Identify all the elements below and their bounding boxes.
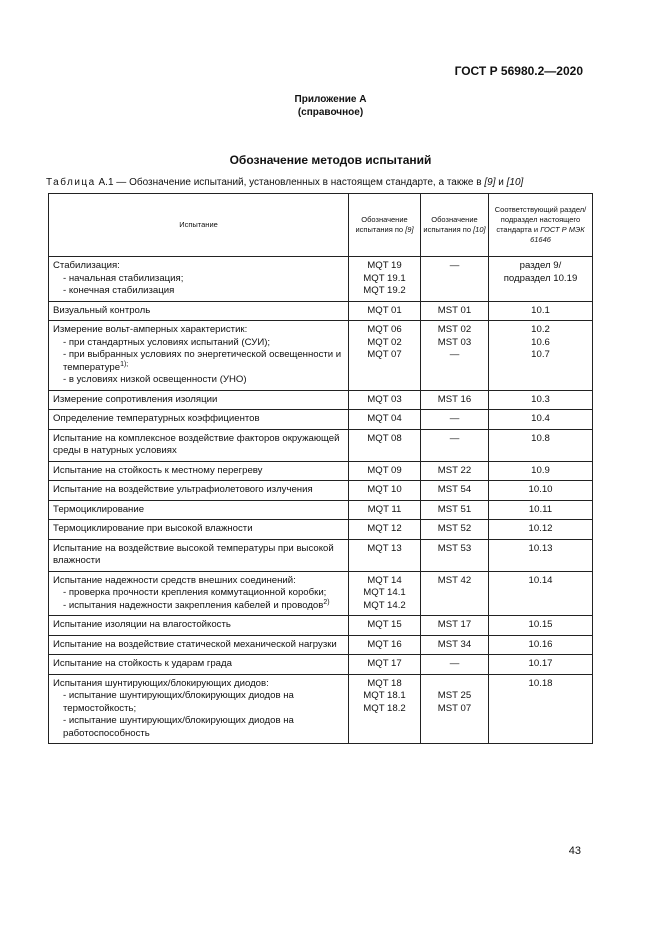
section-cell [489, 543, 593, 568]
table-row [49, 324, 593, 387]
row-spacer [49, 740, 593, 744]
mst-value: MST 42 [437, 574, 472, 586]
mqt-value: MQT 14.2 [363, 599, 406, 611]
section-cell [489, 394, 593, 407]
mst-value: MST 17 [437, 619, 472, 630]
section-value: 10.6 [531, 336, 550, 348]
mst-cell [421, 658, 489, 671]
section-title: Обозначение методов испытаний [229, 153, 432, 167]
page-number: 43 [568, 845, 581, 857]
mst-cell [421, 678, 489, 741]
mqt-value: MQT 18.1 [363, 690, 406, 701]
test-name-cell [49, 305, 349, 318]
test-title: Стабилизация: [53, 260, 120, 271]
test-name-cell [49, 324, 349, 387]
section-value: 10.1 [531, 304, 550, 316]
test-subitem: - испытания надежности закрепления кабелей и проводов$^{2)}$ [63, 598, 330, 611]
mst-value: — [449, 432, 460, 444]
test-designation-table [48, 193, 592, 744]
table-row [49, 413, 593, 426]
section-value: 10.8 [531, 432, 550, 444]
test-subitem: - начальная стабилизация; [63, 272, 184, 284]
test-title: Испытание изоляции на влагостойкость [53, 619, 231, 630]
test-name-cell [49, 504, 349, 517]
test-subitem: - при стандартных условиях испытаний (СУИ); [63, 336, 271, 348]
section-value: 10.3 [531, 393, 550, 405]
mst-value: MST 22 [437, 464, 472, 476]
mqt-value: MQT 19.2 [363, 285, 406, 296]
test-subitem: - при выбранных условиях по энергетической освещенности и температуре$^{1);}$ [63, 349, 342, 373]
test-title: Испытание на воздействие ультрафиолетового излучения [53, 484, 313, 495]
mqt-cell [349, 543, 421, 568]
header-section: Соответствующий раздел/подраздел настоящего стандарта и ГОСТ Р МЭК 61646 [489, 194, 593, 257]
section-value: 10.2 [531, 324, 550, 335]
section-value: 10.11 [528, 503, 553, 515]
mqt-cell [349, 678, 421, 741]
section-cell [489, 433, 593, 458]
mqt-value: MQT 01 [367, 304, 402, 316]
annex-title: Приложение А [294, 94, 367, 105]
test-title: Визуальный контроль [53, 304, 151, 316]
mqt-value: MQT 08 [367, 432, 402, 444]
section-value: раздел 9/ [519, 260, 562, 271]
section-value: 10.16 [528, 638, 553, 650]
mqt-cell [349, 324, 421, 387]
test-title: Термоциклирование [53, 503, 145, 515]
header-mqt: Обозначение испытания по [9] [349, 194, 421, 257]
mqt-cell [349, 305, 421, 318]
mqt-cell [349, 433, 421, 458]
test-subitem: - испытание шунтирующих/блокирующих диодов на термостойкость; [63, 690, 294, 714]
test-name-cell [49, 523, 349, 536]
table-row [49, 484, 593, 497]
section-cell [489, 465, 593, 478]
mqt-value: MQT 12 [367, 523, 402, 534]
test-name-cell [49, 394, 349, 407]
caption-number: А.1 [98, 177, 114, 188]
table-row [49, 465, 593, 478]
mqt-value: MQT 18 [367, 677, 402, 689]
table-row [49, 639, 593, 652]
test-title: Испытания шунтирующих/блокирующих диодов: [53, 677, 269, 689]
mqt-cell [349, 639, 421, 652]
test-name-cell [49, 465, 349, 478]
test-name-cell [49, 260, 349, 298]
footnote-mark: 1); [120, 360, 129, 368]
mst-value: MST 02 [437, 324, 472, 335]
section-cell [489, 619, 593, 632]
mqt-cell [349, 394, 421, 407]
mst-value: MST 51 [437, 503, 472, 515]
mqt-cell [349, 658, 421, 671]
mst-value: MST 03 [437, 336, 472, 348]
section-cell [489, 484, 593, 497]
footnote-mark: 2) [323, 598, 330, 606]
mqt-value: MQT 18.2 [363, 702, 406, 714]
mqt-cell [349, 260, 421, 298]
mst-cell [421, 413, 489, 426]
section-cell [489, 575, 593, 613]
section-cell [489, 658, 593, 671]
mqt-value: MQT 14.1 [363, 587, 406, 598]
section-value: 10.9 [531, 464, 550, 476]
section-value: 10.15 [528, 619, 553, 630]
mst-cell [421, 433, 489, 458]
section-cell [489, 324, 593, 387]
section-value: 10.10 [528, 484, 553, 495]
mqt-value: MQT 04 [367, 413, 402, 424]
test-name-cell [49, 619, 349, 632]
mst-cell [421, 465, 489, 478]
mst-cell [421, 575, 489, 613]
test-subitem: - проверка прочности крепления коммутационной коробки; [63, 587, 327, 598]
test-subitem: - испытание шунтирующих/блокирующих диодов на работоспособность [63, 715, 294, 739]
test-title: Испытание на стойкость к местному перегреву [53, 464, 263, 476]
mst-cell [421, 619, 489, 632]
table-row [49, 433, 593, 458]
section-cell [489, 305, 593, 318]
table-row [49, 678, 593, 741]
test-subitem: - конечная стабилизация [63, 285, 175, 296]
table-row [49, 305, 593, 318]
mst-value: MST 54 [437, 484, 472, 495]
header-test: Испытание [49, 194, 349, 257]
mqt-cell [349, 465, 421, 478]
test-name-cell [49, 639, 349, 652]
table-row [49, 394, 593, 407]
mst-value: MST 52 [437, 523, 472, 534]
mst-value: MST 53 [437, 542, 472, 554]
test-title: Испытание на комплексное воздействие факторов окружающей среды в натурных условиях [53, 432, 340, 456]
caption-label: Таблица [46, 177, 96, 188]
table-body [49, 257, 593, 744]
mqt-value: MQT 16 [367, 638, 402, 650]
mst-cell [421, 260, 489, 298]
mst-cell [421, 305, 489, 318]
mqt-value: MQT 03 [367, 393, 402, 405]
table-row [49, 619, 593, 632]
mqt-value: MQT 15 [367, 619, 402, 630]
mqt-value: MQT 13 [367, 542, 402, 554]
mst-value: MST 25 [437, 690, 472, 701]
caption-ref-9: [9] [484, 177, 496, 188]
table-row [49, 523, 593, 536]
mst-value: MST 34 [437, 638, 472, 650]
test-name-cell [49, 433, 349, 458]
annex-kind: (справочное) [297, 107, 364, 118]
mst-cell [421, 394, 489, 407]
mqt-value: MQT 10 [367, 484, 402, 495]
caption-and: и [498, 177, 504, 188]
mst-cell [421, 523, 489, 536]
mst-value: — [449, 349, 460, 360]
test-title: Измерение вольт-амперных характеристик: [53, 324, 248, 335]
mst-value: — [449, 260, 460, 271]
mst-cell [421, 504, 489, 517]
test-name-cell [49, 484, 349, 497]
test-name-cell [49, 413, 349, 426]
mst-value: — [449, 658, 460, 669]
mqt-value: MQT 19 [367, 260, 402, 271]
section-value: 10.17 [528, 658, 553, 669]
mst-cell [421, 484, 489, 497]
annex-heading [0, 93, 661, 119]
section-cell [489, 260, 593, 298]
section-cell [489, 523, 593, 536]
test-title: Испытание на воздействие статической механической нагрузки [53, 638, 337, 650]
mst-value: MST 07 [437, 702, 472, 714]
mqt-cell [349, 575, 421, 613]
table-header-row [49, 194, 593, 257]
table-row [49, 504, 593, 517]
section-value: 10.13 [528, 542, 553, 554]
mqt-cell [349, 484, 421, 497]
standard-header: ГОСТ Р 56980.2—2020 [454, 64, 583, 78]
test-title: Испытание на стойкость к ударам града [53, 658, 232, 669]
mst-value [425, 678, 484, 691]
test-name-cell [49, 658, 349, 671]
header-mst: Обозначение испытания по [10] [421, 194, 489, 257]
table-row [49, 543, 593, 568]
test-title: Определение температурных коэффициентов [53, 413, 260, 424]
section-value: 10.12 [528, 523, 553, 534]
test-subitem: - в условиях низкой освещенности (УНО) [63, 374, 247, 385]
mst-cell [421, 324, 489, 387]
section-cell [489, 639, 593, 652]
test-name-cell [49, 575, 349, 613]
mqt-value: MQT 09 [367, 464, 402, 476]
caption-ref-10: [10] [506, 177, 524, 188]
test-name-cell [49, 543, 349, 568]
mqt-cell [349, 504, 421, 517]
section-cell [489, 413, 593, 426]
mst-value: MST 16 [437, 393, 472, 405]
mqt-value: MQT 17 [367, 658, 402, 669]
mqt-value: MQT 19.1 [363, 272, 406, 284]
mqt-value: MQT 06 [367, 324, 402, 335]
mqt-cell [349, 413, 421, 426]
mqt-value: MQT 07 [367, 349, 402, 360]
mst-value: MST 01 [437, 304, 472, 316]
mqt-value: MQT 14 [367, 574, 402, 586]
table-caption [46, 177, 523, 188]
mst-cell [421, 639, 489, 652]
test-title: Испытание надежности средств внешних соединений: [53, 574, 296, 586]
section-value: 10.14 [528, 574, 553, 586]
section-value: 10.7 [531, 349, 550, 360]
section-value: 10.18 [528, 677, 553, 689]
test-title: Измерение сопротивления изоляции [53, 393, 218, 405]
table-row [49, 575, 593, 613]
section-value: подраздел 10.19 [503, 272, 578, 284]
table-row [49, 658, 593, 671]
mqt-cell [349, 619, 421, 632]
mst-value: — [449, 413, 460, 424]
mst-cell [421, 543, 489, 568]
test-title: Термоциклирование при высокой влажности [53, 523, 253, 534]
section-cell [489, 504, 593, 517]
mqt-value: MQT 02 [367, 336, 402, 348]
table-row [49, 260, 593, 298]
mqt-cell [349, 523, 421, 536]
section-cell [489, 678, 593, 741]
section-value: 10.4 [531, 413, 550, 424]
test-title: Испытание на воздействие высокой температуры при высокой влажности [53, 542, 334, 566]
mqt-value: MQT 11 [367, 503, 402, 515]
test-name-cell [49, 678, 349, 741]
caption-text: — Обозначение испытаний, установленных в настоящем стандарте, а также в [116, 177, 482, 188]
